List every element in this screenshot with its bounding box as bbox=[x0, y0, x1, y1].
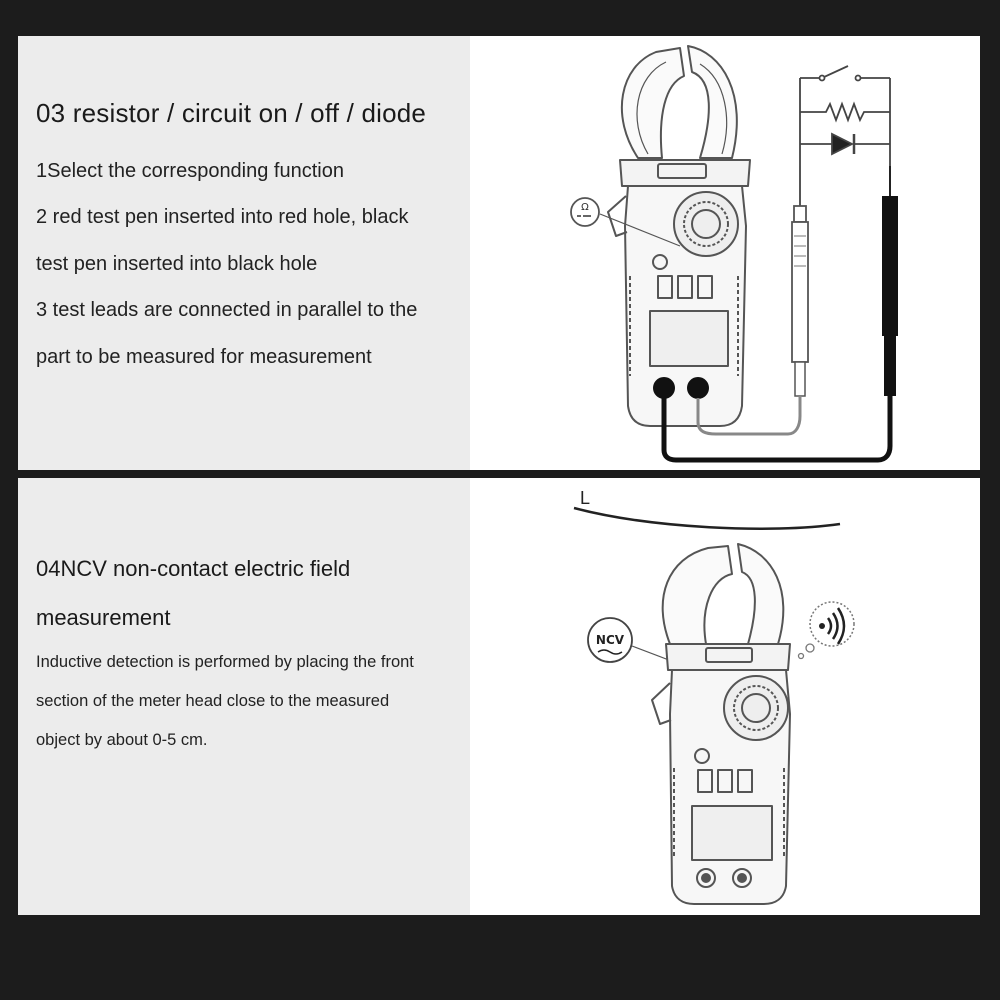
ncv-description-line-2: section of the meter head close to the measured bbox=[36, 692, 390, 710]
diode-symbol bbox=[832, 134, 852, 154]
black-test-probe bbox=[882, 166, 898, 396]
red-jack bbox=[688, 378, 708, 398]
test-circuit bbox=[800, 66, 890, 178]
ncv-heading-line-1: 04NCV non-contact electric field bbox=[36, 556, 351, 581]
black-jack bbox=[654, 378, 674, 398]
ncv-diagram bbox=[470, 478, 980, 915]
resistor-symbol bbox=[800, 104, 890, 120]
clamp-jaw bbox=[622, 48, 684, 158]
resistor-figure bbox=[470, 36, 980, 470]
resistor-heading: 03 resistor / circuit on / off / diode bbox=[36, 98, 427, 128]
resistor-step-2b: test pen inserted into black hole bbox=[36, 253, 318, 275]
live-wire bbox=[574, 508, 840, 529]
ncv-section bbox=[18, 478, 980, 915]
ncv-text-column bbox=[18, 478, 470, 915]
resistor-section bbox=[18, 36, 980, 470]
clamp-jaw bbox=[688, 46, 737, 158]
resistor-text-column bbox=[18, 36, 470, 470]
resistor-step-2a: 2 red test pen inserted into red hole, black bbox=[36, 206, 409, 228]
clamp-meter bbox=[652, 544, 790, 904]
red-test-probe bbox=[792, 166, 808, 396]
ncv-badge-label: NCV bbox=[595, 633, 625, 647]
signal-icon bbox=[799, 602, 855, 659]
ncv-description-line-3: object by about 0-5 cm. bbox=[36, 731, 208, 749]
ncv-description-line-1: Inductive detection is performed by placing the front bbox=[36, 653, 414, 671]
resistor-step-1: 1Select the corresponding function bbox=[36, 160, 344, 182]
ncv-heading-line-2: measurement bbox=[36, 605, 171, 630]
ncv-figure bbox=[470, 478, 980, 915]
ohm-symbol: Ω bbox=[581, 202, 589, 213]
wire-label: L bbox=[580, 488, 591, 508]
resistor-step-3b: part to be measured for measurement bbox=[36, 346, 372, 368]
resistor-step-3a: 3 test leads are connected in parallel to the bbox=[36, 299, 418, 321]
lcd-display bbox=[650, 311, 728, 366]
resistor-diagram bbox=[470, 36, 980, 470]
continuity-icon bbox=[571, 198, 599, 226]
